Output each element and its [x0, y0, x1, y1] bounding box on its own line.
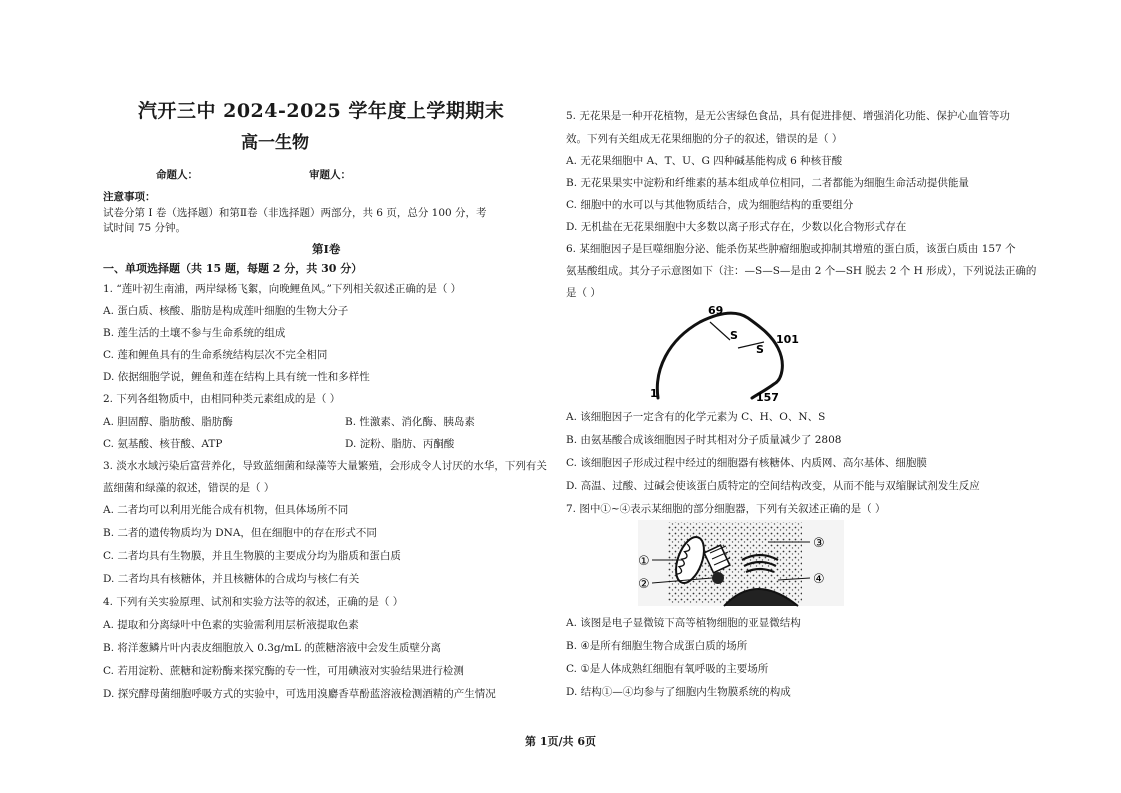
- residue-label-101: 101: [776, 333, 799, 346]
- option-d: D. 高温、过酸、过碱会使该蛋白质特定的空间结构改变，从而不能与双缩脲试剂发生反应: [566, 480, 980, 492]
- option-c: C. 莲和鲤鱼具有的生命系统结构层次不完全相同: [103, 349, 328, 361]
- option-c: C. 氨基酸、核苷酸、ATP: [103, 438, 223, 450]
- option-b: B. 莲生活的土壤不参与生命系统的组成: [103, 327, 286, 339]
- organelle-label-3: ③: [813, 536, 825, 551]
- option-c: C. 该细胞因子形成过程中经过的细胞器有核糖体、内质网、高尔基体、细胞膜: [566, 457, 927, 469]
- exam-title: 汽开三中 2024-2025 学年度上学期期末: [138, 100, 505, 122]
- question-stem: 2. 下列各组物质中，由相同种类元素组成的是（ ）: [103, 393, 341, 405]
- option-c: C. 二者均具有生物膜，并且生物膜的主要成分均为脂质和蛋白质: [103, 550, 401, 562]
- ribosome-cluster: [712, 572, 724, 584]
- option-d: D. 无机盐在无花果细胞中大多数以离子形式存在，少数以化合物形式存在: [566, 221, 907, 233]
- option-c: C. 若用淀粉、蔗糖和淀粉酶来探究酶的专一性，可用碘液对实验结果进行检测: [103, 665, 464, 677]
- part-heading: 第Ⅰ卷: [312, 242, 341, 256]
- option-b: B. 将洋葱鳞片叶内表皮细胞放入 0.3g/mL 的蔗糖溶液中会发生质壁分离: [103, 642, 441, 654]
- notice-line: 试时间 75 分钟。: [103, 222, 187, 234]
- option-a: A. 该细胞因子一定含有的化学元素为 C、H、O、N、S: [566, 411, 826, 423]
- notice-line: 试卷分第 I 卷（选择题）和第Ⅱ卷（非选择题）两部分，共 6 页，总分 100 分，考: [103, 207, 487, 219]
- organelle-label-1: ①: [638, 554, 650, 569]
- question-stem: 蓝细菌和绿藻的叙述，错误的是（ ）: [103, 482, 275, 494]
- reviewer-label: 审题人：: [309, 169, 351, 181]
- sulfur-label: S: [730, 329, 738, 342]
- option-a: A. 提取和分离绿叶中色素的实验需利用层析液提取色素: [103, 619, 359, 631]
- question-stem: 是（ ）: [566, 287, 601, 299]
- question-stem: 氨基酸组成。其分子示意图如下（注：—S—S—是由 2 个—SH 脱去 2 个 H 形成），下列说法正确的: [566, 265, 1037, 277]
- question-stem: 效。下列有关组成无花果细胞的分子的叙述，错误的是（ ）: [566, 133, 843, 145]
- option-b: B. ④是所有细胞生物合成蛋白质的场所: [566, 640, 748, 652]
- option-c: C. ①是人体成熟红细胞有氧呼吸的主要场所: [566, 663, 769, 675]
- organelle-figure: [638, 520, 844, 606]
- question-stem: 7. 图中①~④表示某细胞的部分细胞器，下列有关叙述正确的是（ ）: [566, 503, 886, 515]
- option-a: A. 二者均可以利用光能合成有机物，但具体场所不同: [103, 504, 349, 516]
- author-label: 命题人：: [156, 169, 198, 181]
- option-d: D. 二者均具有核糖体，并且核糖体的合成均与核仁有关: [103, 573, 360, 585]
- residue-label-157: 157: [756, 391, 779, 404]
- option-a: A. 该图是电子显微镜下高等植物细胞的亚显微结构: [566, 617, 801, 629]
- question-stem: 6. 某细胞因子是巨噬细胞分泌、能杀伤某些肿瘤细胞或抑制其增殖的蛋白质，该蛋白质由 157 个: [566, 243, 1016, 255]
- organelle-label-4: ④: [813, 572, 825, 587]
- question-stem: 4. 下列有关实验原理、试剂和实验方法等的叙述，正确的是（ ）: [103, 596, 404, 608]
- option-a: A. 无花果细胞中 A、T、U、G 四种碱基能构成 6 种核苷酸: [566, 155, 843, 167]
- option-d: D. 结构①—④均参与了细胞内生物膜系统的构成: [566, 686, 791, 698]
- disulfide-bond-line: [710, 322, 730, 340]
- residue-label-1: 1: [650, 387, 658, 400]
- question-stem: 5. 无花果是一种开花植物，是无公害绿色食品，具有促进排便、增强消化功能、保护心血管等功: [566, 110, 1010, 122]
- page-number: 第 1页/共 6页: [525, 735, 596, 748]
- exam-subtitle: 高一生物: [241, 133, 309, 153]
- option-d: D. 依据细胞学说，鲤鱼和莲在结构上具有统一性和多样性: [103, 371, 370, 383]
- option-b: B. 无花果果实中淀粉和纤维素的基本组成单位相同，二者都能为细胞生命活动提供能量: [566, 177, 969, 189]
- sulfur-label: S: [756, 343, 764, 356]
- option-a: A. 胆固醇、脂肪酸、脂肪酶: [103, 416, 233, 428]
- option-a: A. 蛋白质、核酸、脂肪是构成莲叶细胞的生物大分子: [103, 305, 349, 317]
- option-d: D. 探究酵母菌细胞呼吸方式的实验中，可选用溴麝香草酚蓝溶液检测酒精的产生情况: [103, 688, 496, 700]
- question-stem: 3. 淡水水域污染后富营养化，导致蓝细菌和绿藻等大量繁殖，会形成令人讨厌的水华，下列有关: [103, 460, 547, 472]
- option-c: C. 细胞中的水可以与其他物质结合，成为细胞结构的重要组分: [566, 199, 854, 211]
- organelle-label-2: ②: [638, 577, 650, 592]
- option-b: B. 二者的遗传物质均为 DNA，但在细胞中的存在形式不同: [103, 527, 377, 539]
- notice-heading: 注意事项：: [103, 191, 156, 203]
- option-b: B. 由氨基酸合成该细胞因子时其相对分子质量减少了 2808: [566, 434, 842, 446]
- question-stem: 1. “莲叶初生南浦，两岸绿杨飞絮，向晚鲤鱼风。”下列相关叙述正确的是（ ）: [103, 283, 462, 295]
- protein-structure-figure: [640, 300, 799, 406]
- residue-label-69: 69: [708, 304, 724, 317]
- section-heading: 一、单项选择题（共 15 题，每题 2 分，共 30 分）: [103, 262, 363, 275]
- option-b: B. 性激素、消化酶、胰岛素: [345, 416, 475, 428]
- option-d: D. 淀粉、脂肪、丙酮酸: [345, 438, 455, 450]
